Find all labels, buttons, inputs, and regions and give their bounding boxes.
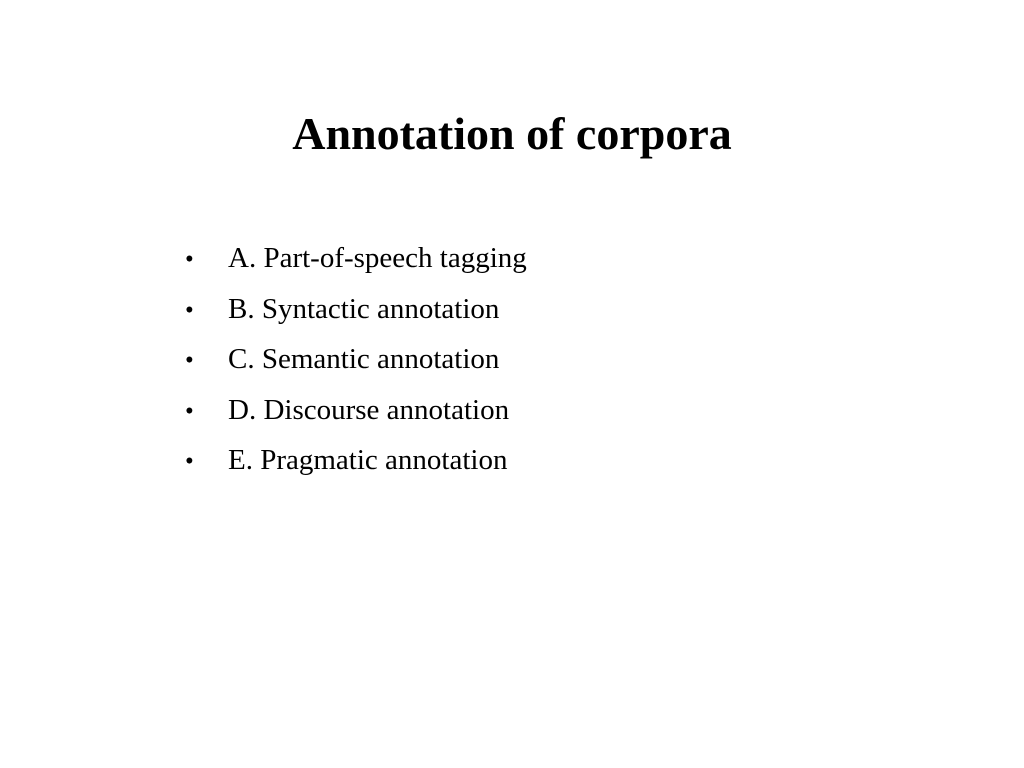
slide-title: Annotation of corpora (292, 108, 732, 159)
bullet-icon: • (185, 397, 194, 425)
list-item (185, 234, 527, 285)
list-item-label: E. Pragmatic annotation (228, 444, 508, 476)
list-item (185, 335, 527, 386)
bullet-icon: • (185, 347, 194, 374)
bullet-list (185, 234, 527, 487)
list-item (185, 436, 527, 487)
bullet-icon: • (185, 296, 194, 324)
list-item-label: D. Discourse annotation (228, 393, 510, 426)
bullet-icon: • (185, 246, 194, 273)
list-item-label: B. Syntactic annotation (228, 292, 500, 325)
bullet-icon: • (185, 448, 194, 475)
list-item (185, 285, 527, 336)
list-item (185, 386, 527, 437)
list-item-label: A. Part-of-speech tagging (228, 242, 527, 274)
list-item-label: C. Semantic annotation (228, 343, 500, 375)
